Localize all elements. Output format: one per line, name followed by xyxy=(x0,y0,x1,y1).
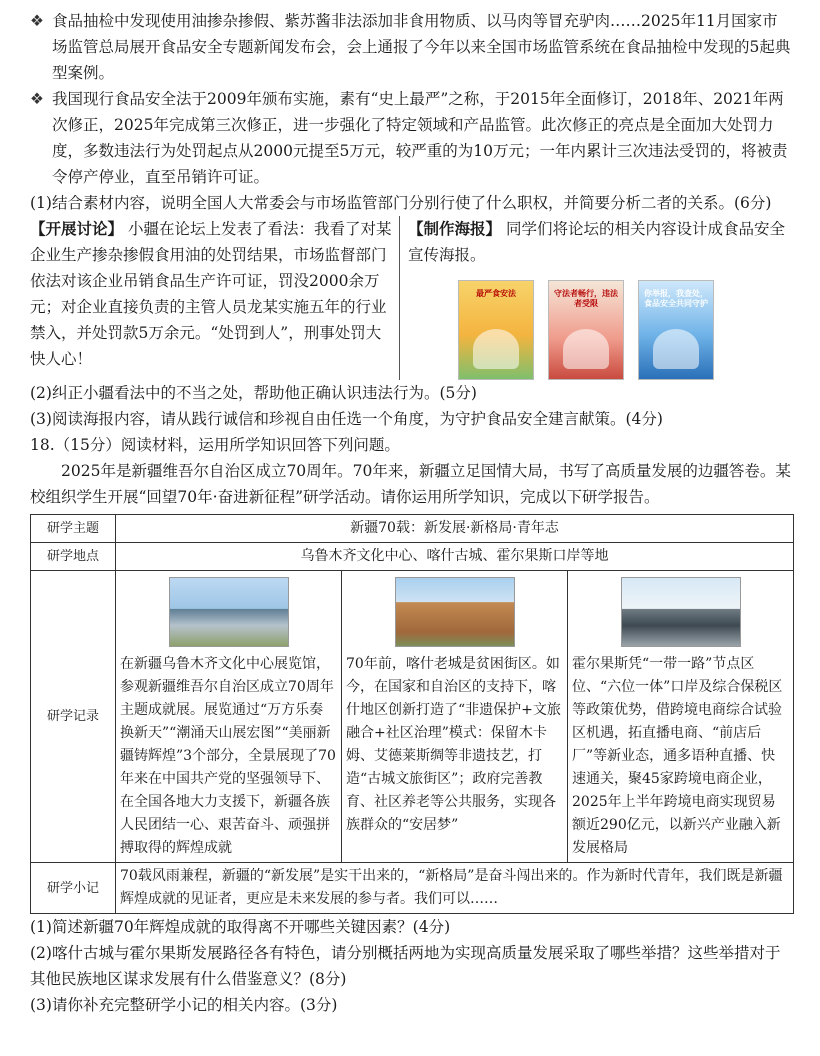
poster-figure xyxy=(563,329,609,369)
note-value: 70载风雨兼程，新疆的“新发展”是实干出来的，“新格局”是奋斗闯出来的。作为新时代青年，我们既是新疆辉煌成就的见证者，更应是未来发展的参与者。我们可以…… xyxy=(116,863,794,914)
q18-sub1: (1)简述新疆70年辉煌成就的取得离不开哪些关键因素？(4分) xyxy=(30,918,451,936)
poster-tag: 【制作海报】 xyxy=(408,220,502,238)
q18-head: 18.（15分）阅读材料，运用所学知识回答下列问题。 xyxy=(30,436,400,454)
record-cell-1 xyxy=(116,571,342,862)
poster-image-1 xyxy=(458,280,534,380)
record-text-2: 70年前，喀什老城是贫困街区。如今，在国家和自治区的支持下，喀什地区创新打造了“非遗保护+文旅融合+社区治理”模式：保留木卡姆、艾德莱斯绸等非遗技艺，打造“古城文旅街区”；政府完善教育、社区养老等公共服务，实现各族群众的“安居梦” xyxy=(346,656,561,833)
poster-text: 同学们将论坛的相关内容设计成食品安全宣传海报。 xyxy=(408,220,785,264)
note-label: 研学小记 xyxy=(31,863,116,914)
q17-sub2: (2)纠正小疆看法中的不当之处，帮助他正确认识违法行为。(5分) xyxy=(30,384,477,402)
record-text-1: 在新疆乌鲁木齐文化中心展览馆，参观新疆维吾尔自治区成立70周年主题成就展。展览通过“万方乐奏换新天”“潮涌天山展宏图”“美丽新疆铸辉煌”3个部分，全景展现了70年来在中国共产党的坚强领导下、在全国各地大力支援下，新疆各族人民团结一心、艰苦奋斗、顽强拼搏取得的辉煌成就 xyxy=(120,656,336,856)
diamond-bullet-icon: ❖ xyxy=(30,90,44,108)
table-row xyxy=(31,863,794,914)
poster-title-1: 最严食安法 xyxy=(476,289,516,298)
table-row xyxy=(31,571,794,863)
discussion-tag: 【开展讨论】 xyxy=(30,220,124,238)
study-report-table xyxy=(30,514,794,914)
poster-image-3 xyxy=(638,280,714,380)
theme-label: 研学主题 xyxy=(31,515,116,543)
material-item-2 xyxy=(30,86,792,190)
kashgar-gate-photo xyxy=(395,577,515,647)
record-cell-3 xyxy=(568,571,793,862)
place-value: 乌鲁木齐文化中心、喀什古城、霍尔果斯口岸等地 xyxy=(116,543,794,571)
diamond-bullet-icon: ❖ xyxy=(30,12,44,30)
poster-block xyxy=(400,216,792,380)
poster-row xyxy=(458,280,792,380)
culture-center-photo xyxy=(169,577,289,647)
table-row xyxy=(31,515,794,543)
record-text-3: 霍尔果斯凭“一带一路”节点区位、“六位一体”口岸及综合保税区等政策优势，借跨境电商综合试验区机遇，拓直播电商、“前店后厂”等新业态，通多语种直播、快速通关，聚45家跨境电商企业，2025年上半年跨境电商实现贸易额近290亿元，以新兴产业融入新发展格局 xyxy=(572,656,783,856)
poster-title-2: 守法者畅行，违法者受限 xyxy=(554,289,618,308)
discussion-text: 小疆在论坛上发表了看法：我看了对某企业生产掺杂掺假食用油的处罚结果，市场监督部门依法对该企业吊销食品生产许可证，罚没2000余万元；对企业直接负责的主管人员龙某实施五年的行业禁入，并处罚款5万余元。“处罚到人”，刑事处罚大快人心！ xyxy=(30,220,392,368)
poster-image-2 xyxy=(548,280,624,380)
q18-sub3: (3)请你补充完整研学小记的相关内容。(3分) xyxy=(30,996,338,1014)
material-item-1 xyxy=(30,8,792,86)
q17-sub3: (3)阅读海报内容，请从践行诚信和珍视自由任选一个角度，为守护食品安全建言献策。(4分) xyxy=(30,410,663,428)
poster-figure xyxy=(653,329,699,369)
poster-figure xyxy=(473,329,519,369)
record-cell-2 xyxy=(342,571,568,862)
record-cells xyxy=(116,571,794,863)
q18-intro: 2025年是新疆维吾尔自治区成立70周年。70年来，新疆立足国情大局，书写了高质量发展的边疆答卷。某校组织学生开展“回望70年·奋进新征程”研学活动。请你运用所学知识，完成以下研学报告。 xyxy=(30,462,791,506)
poster-title-3: 你举报，我查处，食品安全共同守护 xyxy=(644,289,708,308)
theme-value: 新疆70载：新发展·新格局·青年志 xyxy=(116,515,794,543)
record-label: 研学记录 xyxy=(31,571,116,863)
khorgos-port-photo xyxy=(621,577,741,647)
place-label: 研学地点 xyxy=(31,543,116,571)
material-text-1: 食品抽检中发现使用油掺杂掺假、紫苏酱非法添加非食用物质、以马肉等冒充驴肉……2025年11月国家市场监管总局展开食品安全专题新闻发布会，会上通报了今年以来全国市场监管系统在食品抽检中发现的5起典型案例。 xyxy=(52,12,791,82)
q17-sub1: (1)结合素材内容，说明全国人大常委会与市场监管部门分别行使了什么职权，并简要分析二者的关系。(6分) xyxy=(30,194,772,212)
material-text-2: 我国现行食品安全法于2009年颁布实施，素有“史上最严”之称，于2015年全面修订，2018年、2021年两次修正，2025年完成第三次修正，进一步强化了特定领域和产品监管。此次修正的亮点是全面加大处罚力度，多数违法行为处罚起点从2000元提至5万元，较严重的为10万元；一年内累计三次违法受罚的，将被责令停产停业，直至吊销许可证。 xyxy=(52,90,788,186)
table-row xyxy=(31,543,794,571)
discussion-block xyxy=(30,216,400,380)
discussion-poster-section xyxy=(30,216,792,380)
q18-sub2: (2)喀什古城与霍尔果斯发展路径各有特色，请分别概括两地为实现高质量发展采取了哪些举措？这些举措对于其他民族地区谋求发展有什么借鉴意义？(8分) xyxy=(30,944,781,988)
